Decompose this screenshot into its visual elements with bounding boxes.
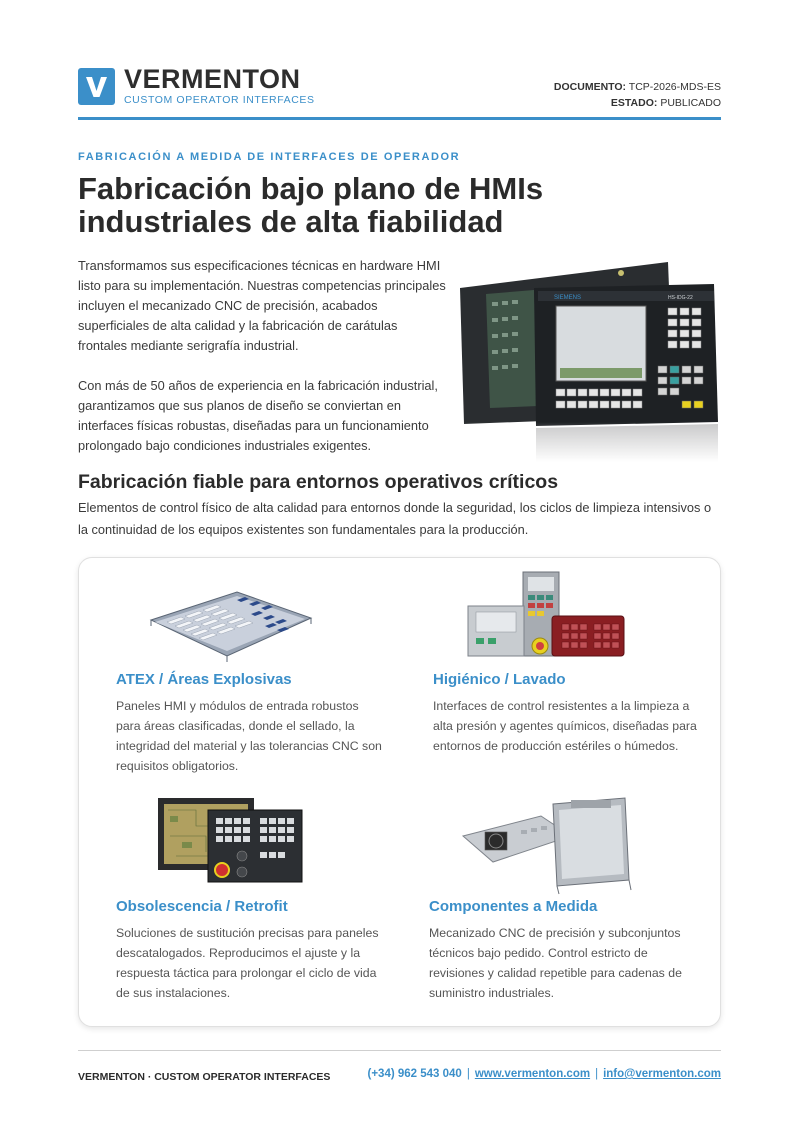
footer-company: VERMENTON · CUSTOM OPERATOR INTERFACES [78, 1071, 331, 1083]
feature-retrofit [116, 898, 386, 1003]
feature-description: Soluciones de sustitución precisas para paneles descatalogados. Reproducimos el ajuste y la respuesta táctica para prolongar el ciclo de vida de sus instalaciones. [116, 926, 379, 1000]
doc-value: TCP-2026-MDS-ES [628, 81, 721, 93]
status-value: PUBLICADO [660, 97, 721, 109]
feature-title: Higiénico / Lavado [433, 671, 566, 688]
footer-web-link[interactable]: www.vermenton.com [474, 1068, 591, 1080]
header [78, 66, 721, 120]
retrofit-panels-image [156, 796, 304, 889]
footer-contacts: (+34) 962 543 040 | www.vermenton.com | info@vermenton.com [367, 1068, 721, 1080]
footer-email-link[interactable]: info@vermenton.com [603, 1068, 721, 1080]
feature-description: Paneles HMI y módulos de entrada robustos para áreas clasificadas, donde el sellado, la integridad del material y las tolerancias CNC son requisitos obligatorios. [116, 699, 382, 773]
intro-paragraph-2: Con más de 50 años de experiencia en la fabricación industrial, garantizamos que sus planos de diseño se conviertan en interfaces físicas robustas, diseñadas para un funcionamiento prolongado bajo condiciones industriales exigentes. [78, 378, 438, 453]
document-meta [554, 79, 721, 111]
page-title: Fabricación bajo plano de HMIs industriales de alta fiabilidad [78, 171, 544, 239]
hero-hmi-panels-image [456, 256, 721, 462]
feature-hygienic [433, 671, 703, 756]
hygienic-panels-image [466, 570, 626, 665]
intro-text [78, 256, 448, 476]
feature-atex [116, 671, 386, 776]
cnc-components-image [461, 796, 636, 901]
feature-title: ATEX / Áreas Explosivas [116, 671, 292, 688]
eyebrow: FABRICACIÓN A MEDIDA DE INTERFACES DE OPERADOR [78, 151, 461, 163]
panel-brand-text: SIEMENS [554, 295, 582, 301]
section-description: Elementos de control físico de alta calidad para entornos donde la seguridad, los ciclos de limpieza intensivos o la continuidad de los equipos existentes son fundamentales para la producción. [78, 500, 712, 537]
footer-phone[interactable]: (+34) 962 543 040 [367, 1068, 462, 1080]
doc-label: DOCUMENTO: [553, 81, 627, 93]
feature-description: Mecanizado CNC de precisión y subconjuntos técnicos bajo pedido. Control estricto de revisiones y calidad repetible para cadenas de suministro industriales. [429, 926, 682, 1000]
features-card [78, 557, 721, 1027]
feature-title: Componentes a Medida [429, 898, 598, 915]
feature-description: Interfaces de control resistentes a la limpieza a alta presión y agentes químicos, diseñadas para entornos de producción estériles o húmedos. [433, 699, 697, 753]
brand-name: VERMENTON [124, 64, 301, 94]
footer-divider [78, 1050, 721, 1051]
document-page [78, 0, 721, 1131]
feature-title: Obsolescencia / Retrofit [116, 898, 288, 915]
intro-paragraph-1: Transformamos sus especificaciones técnicas en hardware HMI listo para su implementación. Nuestras competencias principales incluyen el mecanizado CNC de precisión, acabados superficiales de alta calidad y la fabricación de carátulas frontales mediante serigrafía industrial. [78, 258, 446, 353]
brand-tagline: CUSTOM OPERATOR INTERFACES [124, 94, 315, 106]
logo-icon [78, 68, 115, 105]
status-label: ESTADO: [610, 97, 658, 109]
atex-keyboard-image [141, 588, 316, 668]
feature-custom-components [429, 898, 699, 1003]
panel-model-text: HS-IDG-22 [668, 295, 693, 301]
section-heading: Fabricación fiable para entornos operativos críticos [78, 471, 559, 493]
